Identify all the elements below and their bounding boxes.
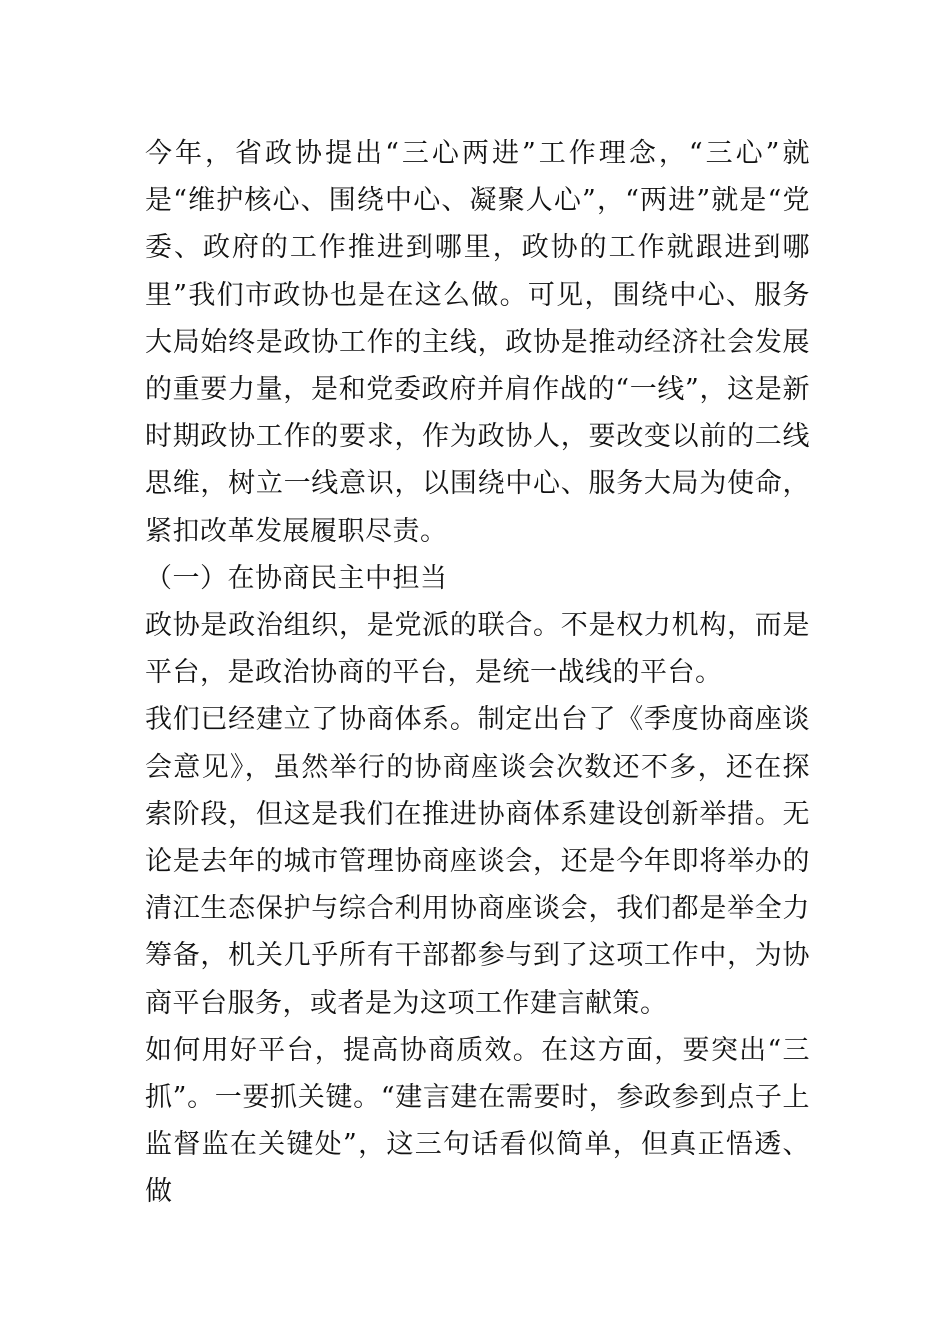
paragraph-cppcc-definition: 政协是政治组织，是党派的联合。不是权力机构，而是平台，是政治协商的平台，是统一战线的平台。 xyxy=(145,610,810,689)
paragraph-consultation-system: 我们已经建立了协商体系。制定出台了《季度协商座谈会意见》，虽然举行的协商座谈会次数还不多，还在探索阶段，但这是我们在推进协商体系建设创新举措。无论是去年的城市管理协商座谈会，还是今年即将举办的清江生态保护与综合利用协商座谈会，我们都是举全力筹备，机关几乎所有干部都参与到了这项工作中，为协商平台服务，或者是为这项工作建言献策。 xyxy=(145,704,810,1019)
document-body xyxy=(145,130,810,1216)
paragraph-intro: 今年，省政协提出“三心两进”工作理念，“三心”就是“维护核心、围绕中心、凝聚人心”，“两进”就是“党委、政府的工作推进到哪里，政协的工作就跟进到哪里”我们市政协也是在这么做。可见，围绕中心、服务大局始终是政协工作的主线，政协是推动经济社会发展的重要力量，是和党委政府并肩作战的“一线”，这是新时期政协工作的要求，作为政协人，要改变以前的二线思维，树立一线意识，以围绕中心、服务大局为使命，紧扣改革发展履职尽责。 xyxy=(145,138,810,547)
paragraph-platform-usage: 如何用好平台，提高协商质效。在这方面，要突出“三抓”。一要抓关键。“建言建在需要时，参政参到点子上监督监在关键处”，这三句话看似简单，但真正悟透、做 xyxy=(145,1034,810,1208)
section-heading: （一）在协商民主中担当 xyxy=(145,562,448,594)
